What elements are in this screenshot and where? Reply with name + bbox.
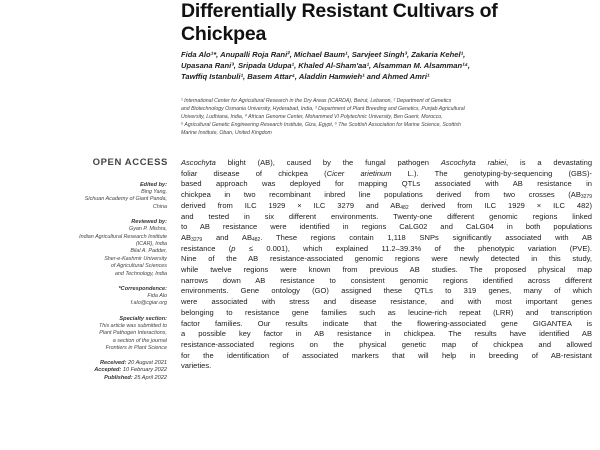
abstract-line bbox=[181, 169, 592, 180]
reviewer-line: Indian Agricultural Research Institute bbox=[79, 233, 167, 240]
subscript-text: 3279 bbox=[580, 194, 592, 201]
reviewer-line: Sher-e-Kashmir University bbox=[104, 255, 167, 262]
title-line: Differentially Resistant Cultivars of bbox=[181, 0, 498, 22]
affiliation-list bbox=[181, 98, 591, 138]
author-line: Fida Alo¹*, Anupalli Roja Rani², Michael Baum¹, Sarvjeet Singh³, Zakaria Kehel¹, bbox=[181, 50, 466, 59]
text-segment: and AB bbox=[202, 232, 252, 242]
text-segment: derived from ILC 1929 × ILC 482) bbox=[408, 200, 592, 210]
text-segment: and tested in six different environments. Twenty-one different genomic regions linked bbox=[181, 211, 592, 221]
reviewed-by-block bbox=[28, 218, 167, 278]
dates-block bbox=[28, 360, 167, 383]
author-line: Upasana Rani³, Sripada Udupa¹, Khaled Al-Sham'aa¹, Alsamman M. Alsamman¹⁴, bbox=[181, 60, 471, 70]
correspondence-label: *Correspondence: bbox=[118, 286, 167, 293]
text-segment: to AB resistance were identified in regions CaLG02 and CaLG04 in both populations bbox=[181, 222, 592, 232]
text-segment: AB bbox=[181, 232, 192, 242]
correspondence-line: f.alo@cgiar.org bbox=[130, 300, 167, 307]
text-segment: chickpea in two recombinant inbred line populations derived from two crosses (AB bbox=[181, 190, 581, 200]
text-segment: , is a devastating bbox=[506, 158, 593, 167]
editor-line: Sichuan Academy of Giant Panda, bbox=[84, 196, 167, 203]
abstract-line bbox=[181, 244, 592, 255]
date-value: 20 August 2021 bbox=[126, 359, 167, 366]
text-segment: environments. Gene ontology (GO) assigned these QTLs to 319 genes, many of which bbox=[181, 286, 592, 296]
edited-by-label: Edited by: bbox=[139, 182, 167, 188]
date-row bbox=[28, 375, 167, 383]
specialty-line: a section of the journal bbox=[112, 337, 167, 344]
reviewer-line: Bilal A. Padder, bbox=[130, 248, 167, 255]
text-segment: blight (AB), caused by the fungal pathogen bbox=[215, 158, 441, 167]
text-segment: L.). The genotyping-by-sequencing (GBS)- bbox=[391, 168, 592, 178]
open-access-label: OPEN ACCESS bbox=[92, 157, 168, 168]
date-label: Received: bbox=[100, 359, 127, 366]
date-value: 10 February 2022 bbox=[121, 367, 167, 374]
editor-line: China bbox=[152, 203, 167, 210]
italic-text: Ascochyta bbox=[181, 158, 216, 167]
edited-by-block bbox=[28, 181, 167, 211]
text-segment: a possible key factor in AB resistance in chickpea. The results have identified AB bbox=[181, 329, 592, 339]
affiliation-line: Marine Institute, Oban, United Kingdom bbox=[181, 129, 272, 136]
article-title bbox=[181, 0, 591, 46]
date-value: 25 April 2022 bbox=[132, 374, 167, 381]
author-line: Tawffiq Istanbuli¹, Basem Attar⁴, Aladdin Hamwieh¹ and Ahmed Amri¹ bbox=[181, 71, 430, 81]
text-segment: resistance ( bbox=[181, 243, 232, 253]
text-segment: while twelve regions were known from previous AB studies. The proposed physical map bbox=[181, 265, 592, 275]
subscript-text: 482 bbox=[400, 204, 409, 211]
abstract-line bbox=[181, 158, 592, 169]
affiliation-line: University, Ludhiana, India, ⁴ African Genome Center, Mohammed VI Polytechnic University, Ben Guerir, Morocco, bbox=[181, 113, 443, 120]
specialty-block bbox=[28, 315, 167, 353]
abstract-line bbox=[181, 340, 592, 351]
author-list bbox=[181, 50, 591, 82]
title-line: Chickpea bbox=[181, 23, 267, 45]
abstract-line bbox=[181, 190, 592, 201]
specialty-label: Specialty section: bbox=[119, 315, 167, 322]
text-segment: resistance-associated regions on the physical genetic map of chickpea and allowed bbox=[181, 339, 592, 349]
text-segment: based approach was deployed for mapping QTLs associated with AB resistance in bbox=[181, 179, 592, 189]
article-info-sidebar bbox=[28, 157, 167, 389]
correspondence-block bbox=[28, 285, 167, 308]
text-segment: factor families. Our results indicate that the flowering-associated gene GIGANTEA is bbox=[181, 318, 592, 328]
reviewer-line: and Technology, India bbox=[114, 270, 167, 277]
abstract-line bbox=[181, 286, 592, 297]
italic-text: Cicer arietinum bbox=[326, 168, 392, 178]
abstract-line bbox=[181, 222, 592, 233]
abstract-line bbox=[181, 254, 592, 265]
text-segment: narrows down AB resistance to consistent genomic regions identified across different bbox=[181, 275, 592, 285]
reviewed-by-lines bbox=[28, 226, 167, 278]
abstract-line bbox=[181, 319, 592, 330]
reviewed-by-label: Reviewed by: bbox=[131, 219, 167, 226]
correspondence-lines bbox=[28, 293, 167, 308]
italic-text: p bbox=[231, 243, 236, 253]
date-label: Published: bbox=[104, 374, 133, 381]
text-segment: . These regions contain 1,118 SNPs significantly associated with AB bbox=[260, 232, 593, 242]
specialty-line: This article was submitted to bbox=[98, 322, 167, 329]
text-segment: ≤ 0.001), which explained 11.2–39.3% of the phenotypic variation (PVE). bbox=[235, 243, 592, 253]
edited-by-lines bbox=[28, 189, 167, 211]
affiliation-line: ⁵ Agricultural Genetic Engineering Research Institute, Giza, Egypt, ⁶ The Scottish Association for Marine Science, Scottish bbox=[181, 121, 461, 128]
reviewer-line: (ICAR), India bbox=[135, 241, 167, 248]
text-segment: belonging to resistance gene families such as leucine-rich repeat (LRR) and transcription bbox=[181, 307, 592, 317]
reviewer-line: of Agricultural Sciences bbox=[110, 263, 167, 270]
text-segment: for the identification of associated markers that will help in breeding of AB-resistant bbox=[181, 350, 592, 360]
subscript-text: 482 bbox=[251, 236, 261, 243]
abstract-line bbox=[181, 297, 592, 308]
text-segment: varieties. bbox=[181, 361, 212, 371]
correspondence-line: Fida Alo bbox=[147, 293, 167, 300]
abstract-line bbox=[181, 276, 592, 287]
abstract-line bbox=[181, 308, 592, 319]
abstract-line bbox=[181, 179, 592, 190]
reviewer-line: Gyan P. Mishra, bbox=[129, 226, 167, 233]
text-segment: derived from ILC 1929 × ILC 3279 and AB bbox=[181, 200, 401, 210]
date-row bbox=[28, 367, 167, 375]
abstract-line bbox=[181, 361, 592, 372]
italic-text: Ascochyta rabiei bbox=[440, 158, 507, 167]
specialty-line: Plant Pathogen Interactions, bbox=[99, 330, 167, 337]
affiliation-line: and Biotechnology Osmania University, Hyderabad, India, ³ Department of Plant Breeding and Genetics, Punjab Agricultural bbox=[181, 105, 465, 112]
abstract-line bbox=[181, 212, 592, 223]
abstract-line bbox=[181, 233, 592, 244]
abstract-line bbox=[181, 351, 592, 362]
editor-line: Bing Yang, bbox=[141, 189, 167, 195]
date-row bbox=[28, 360, 167, 368]
subscript-text: 3279 bbox=[191, 236, 203, 243]
specialty-line: Frontiers in Plant Science bbox=[105, 345, 167, 352]
text-segment: were associated with stress and disease resistance, and with most important genes bbox=[181, 297, 592, 307]
abstract-line bbox=[181, 265, 592, 276]
abstract-line bbox=[181, 201, 592, 212]
text-segment: foliar disease of chickpea ( bbox=[181, 168, 327, 178]
affiliation-line: ¹ International Center for Agricultural Research in the Dry Areas (ICARDA), Beirut, Lebanon, ² Department of Genetics bbox=[181, 98, 452, 104]
text-segment: Nine of the AB resistance-associated genomic regions were newly detected in this study, bbox=[181, 254, 592, 264]
abstract-line bbox=[181, 329, 592, 340]
specialty-lines bbox=[28, 323, 167, 353]
abstract-text bbox=[181, 158, 592, 372]
date-label: Accepted: bbox=[94, 367, 122, 374]
